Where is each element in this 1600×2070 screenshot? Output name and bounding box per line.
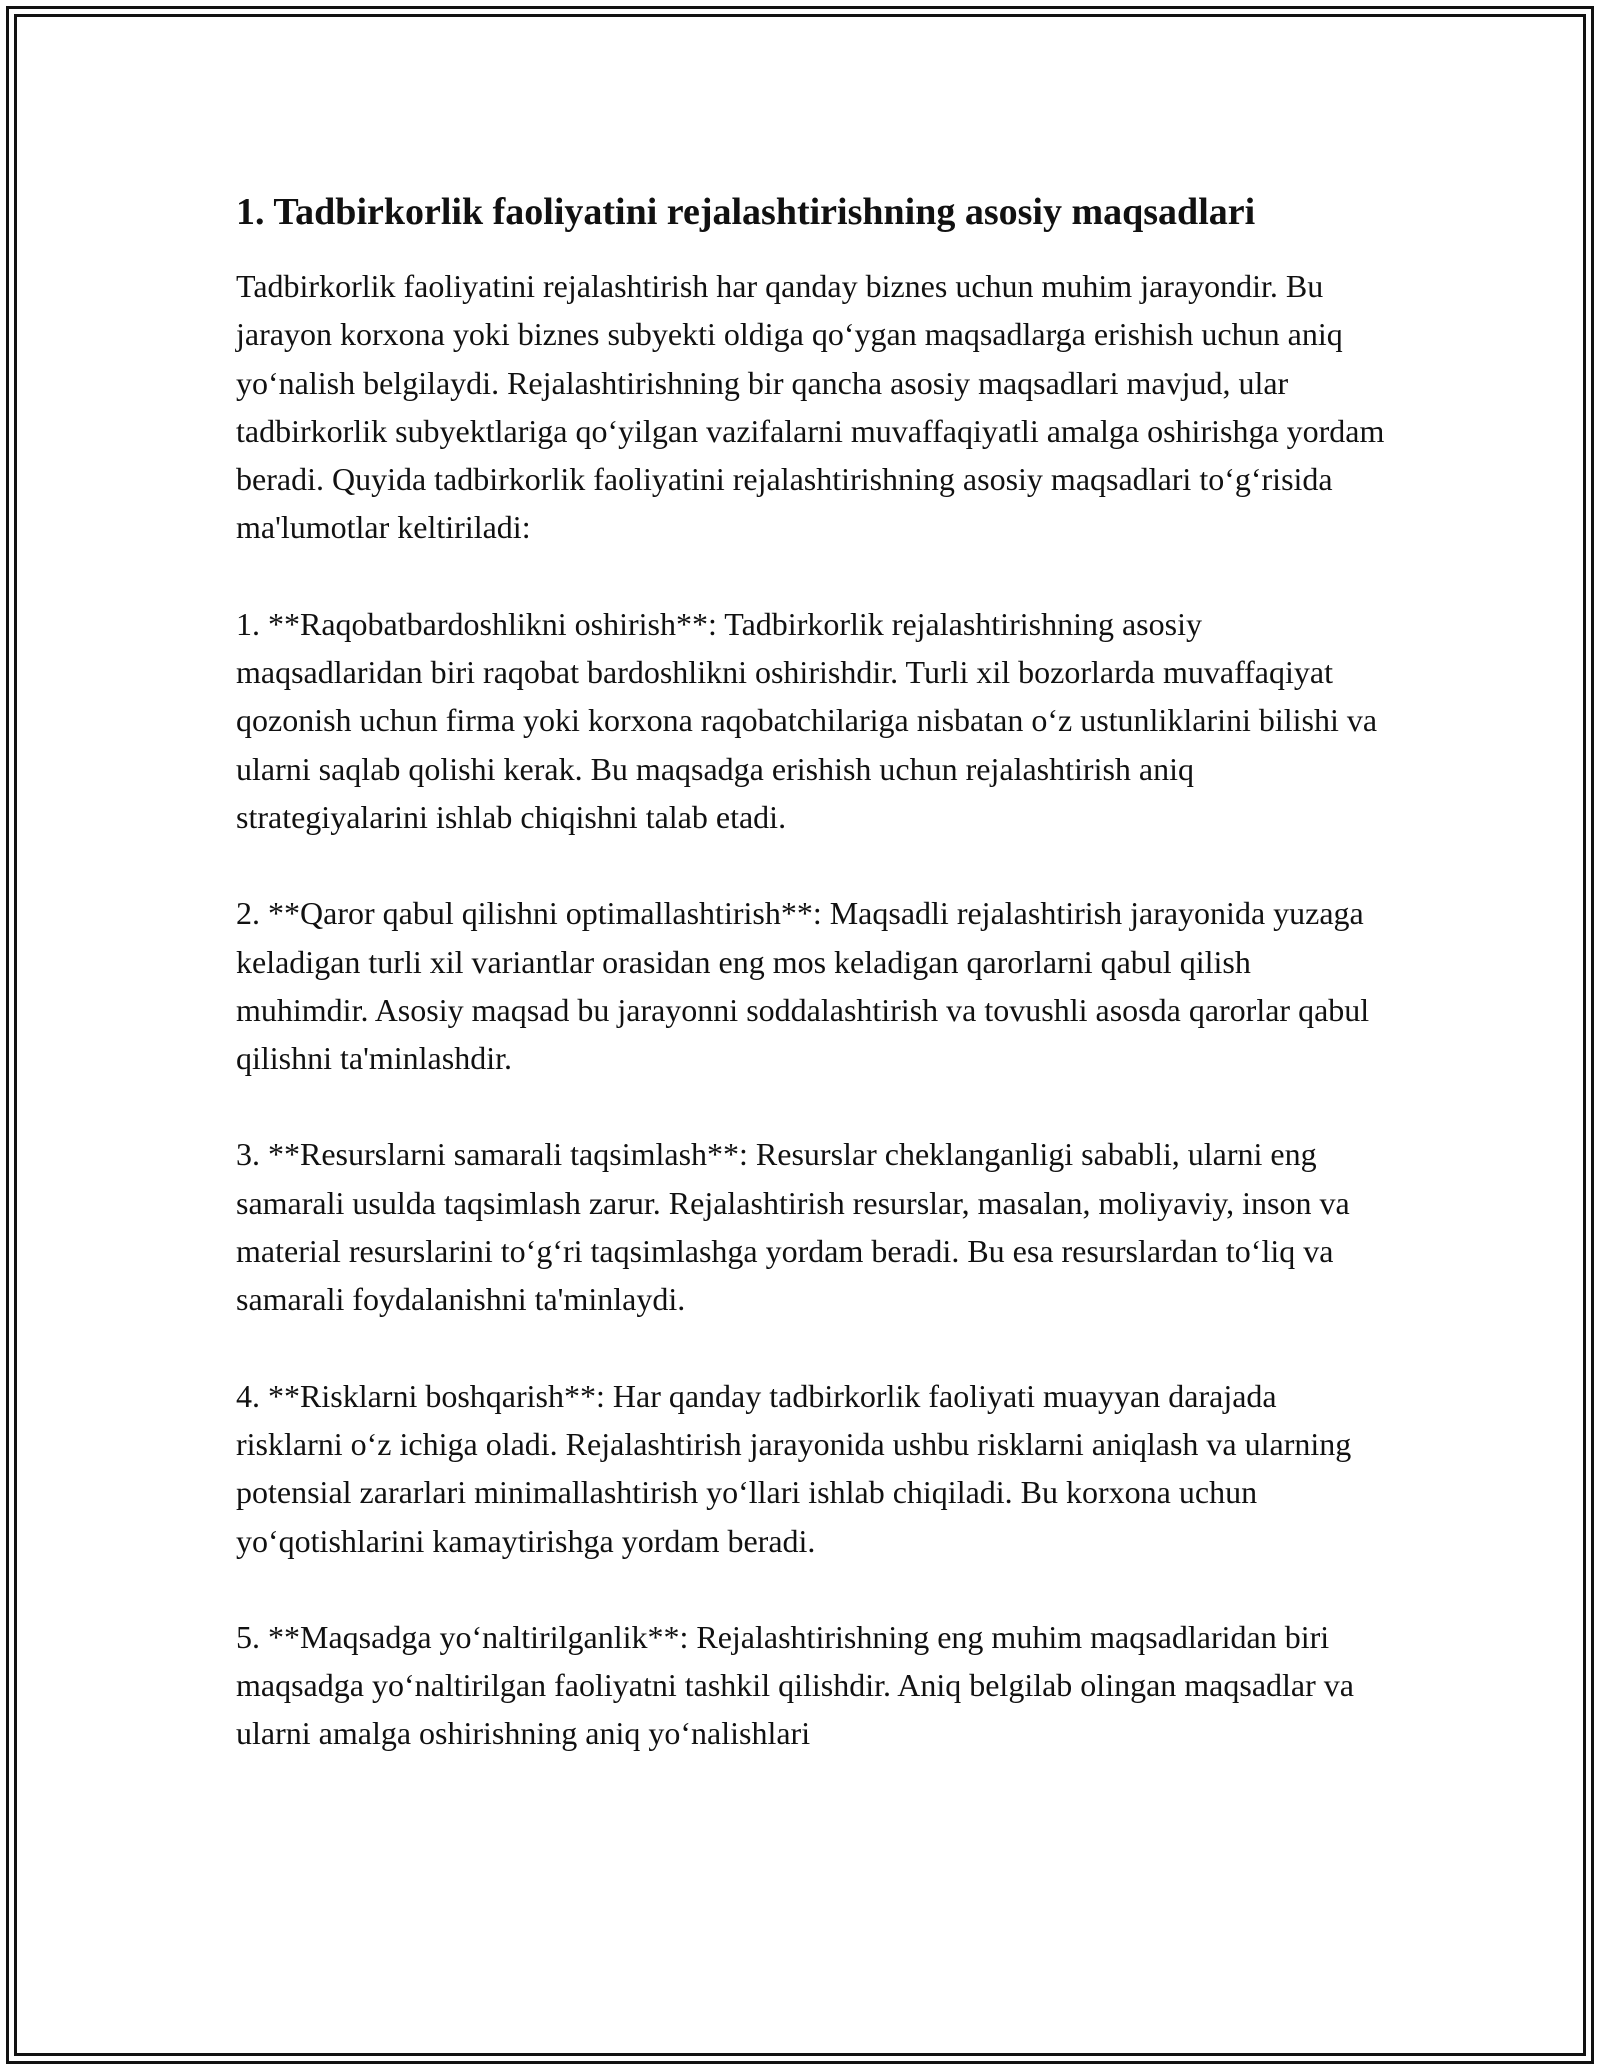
list-item-competitiveness: 1. **Raqobatbardoshlikni oshirish**: Tadbirkorlik rejalashtirishning asosiy maqsadlaridan biri raqobat bardoshlikni oshirishdir. Turli xil bozorlarda muvaffaqiyat qozonish uchun firma yoki korxona raqobatchilariga nisbatan o‘z ustunliklarini bilishi va ularni saqlab qolishi kerak. Bu maqsadga erishish uchun rejalashtirish aniq strategiyalarini ishlab chiqishni talab etadi. <box>236 605 1378 835</box>
list-item-goal-orientation: 5. **Maqsadga yo‘naltirilganlik**: Rejalashtirishning eng muhim maqsadlaridan biri maqsadga yo‘naltirilgan faoliyatni tashkil qilishdir. Aniq belgilab olingan maqsadlar va ularni amalga oshirishning aniq yo‘nalishlari <box>236 1618 1354 1752</box>
list-item-decision-making: 2. **Qaror qabul qilishni optimallashtirish**: Maqsadli rejalashtirish jarayonida yuzaga keladigan turli xil variantlar orasidan eng mos keladigan qarorlarni qabul qilish muhimdir. Asosiy maqsad bu jarayonni soddalashtirish va tovushli asosda qarorlar qabul qilishni ta'minlashdir. <box>236 895 1370 1077</box>
document-body <box>236 188 1386 1806</box>
list-item-risk-management: 4. **Risklarni boshqarish**: Har qanday tadbirkorlik faoliyati muayyan darajada risklarni o‘z ichiga oladi. Rejalashtirish jarayonida ushbu risklarni aniqlash va ularning potensial zararlari minimallashtirish yo‘llari ishlab chiqiladi. Bu korxona uchun yo‘qotishlarini kamaytirishga yordam beradi. <box>236 1377 1352 1559</box>
section-heading: 1. Tadbirkorlik faoliyatini rejalashtirishning asosiy maqsadlari <box>236 191 1256 233</box>
intro-paragraph: Tadbirkorlik faoliyatini rejalashtirish har qanday biznes uchun muhim jarayondir. Bu jarayon korxona yoki biznes subyekti oldiga qo‘ygan maqsadlarga erishish uchun aniq yo‘nalish belgilaydi. Rejalashtirishning bir qancha asosiy maqsadlari mavjud, ular tadbirkorlik subyektlariga qo‘yilgan vazifalarni muvaffaqiyatli amalga oshirishga yordam beradi. Quyida tadbirkorlik faoliyatini rejalashtirishning asosiy maqsadlari to‘g‘risida ma'lumotlar keltiriladi: <box>236 268 1385 546</box>
list-item-resource-allocation: 3. **Resurslarni samarali taqsimlash**: Resurslar cheklanganligi sababli, ularni eng samarali usulda taqsimlash zarur. Rejalashtirish resurslar, masalan, moliyaviy, inson va material resurslarini to‘g‘ri taqsimlashga yordam beradi. Bu esa resurslardan to‘liq va samarali foydalanishni ta'minlaydi. <box>236 1136 1350 1318</box>
